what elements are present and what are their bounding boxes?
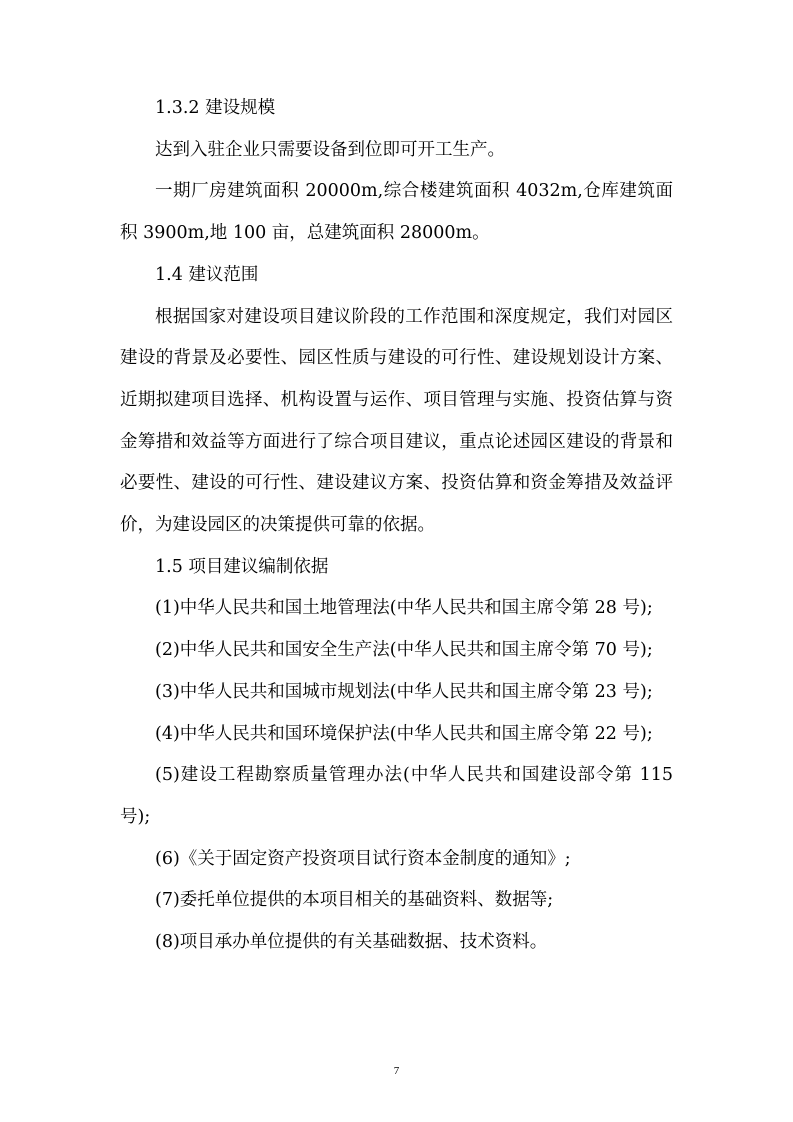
basis-list: [120, 588, 673, 963]
list-item: (1)中华人民共和国土地管理法(中华人民共和国主席令第 28 号);: [155, 598, 653, 619]
section-heading-1-3-2: 1.3.2 建设规模: [155, 98, 276, 118]
page-number: 7: [393, 1065, 400, 1077]
list-item: (7)委托单位提供的本项目相关的基础资料、数据等;: [155, 890, 554, 911]
page-content: [120, 88, 673, 964]
list-item: (8)项目承办单位提供的有关基础数据、技术资料。: [155, 932, 548, 953]
section-heading-1-5: 1.5 项目建议编制依据: [155, 556, 329, 577]
list-item: (6)《关于固定资产投资项目试行资本金制度的通知》;: [155, 848, 571, 869]
list-item: (2)中华人民共和国安全生产法(中华人民共和国主席令第 70 号);: [155, 640, 653, 661]
paragraph-building-area: 一期厂房建筑面积 20000m,综合楼建筑面积 4032m,仓库建筑面积 3900m,地 100 亩，总建筑面积 28000m。: [120, 181, 673, 244]
list-item: (5)建设工程勘察质量管理办法(中华人民共和国建设部令第 115 号);: [120, 765, 673, 827]
paragraph-readiness: 达到入驻企业只需要设备到位即可开工生产。: [155, 139, 505, 160]
list-item: (3)中华人民共和国城市规划法(中华人民共和国主席令第 23 号);: [155, 681, 653, 702]
section-heading-1-4: 1.4 建议范围: [155, 264, 259, 285]
paragraph-scope: 根据国家对建设项目建议阶段的工作范围和深度规定，我们对园区建设的背景及必要性、园区性质与建设的可行性、建设规划设计方案、近期拟建项目选择、机构设置与运作、项目管理与实施、投资估算与资金筹措和效益等方面进行了综合项目建议，重点论述园区建设的背景和必要性、建设的可行性、建设建议方案、投资估算和资金筹措及效益评价，为建设园区的决策提供可靠的依据。: [120, 306, 673, 536]
list-item: (4)中华人民共和国环境保护法(中华人民共和国主席令第 22 号);: [155, 723, 653, 744]
